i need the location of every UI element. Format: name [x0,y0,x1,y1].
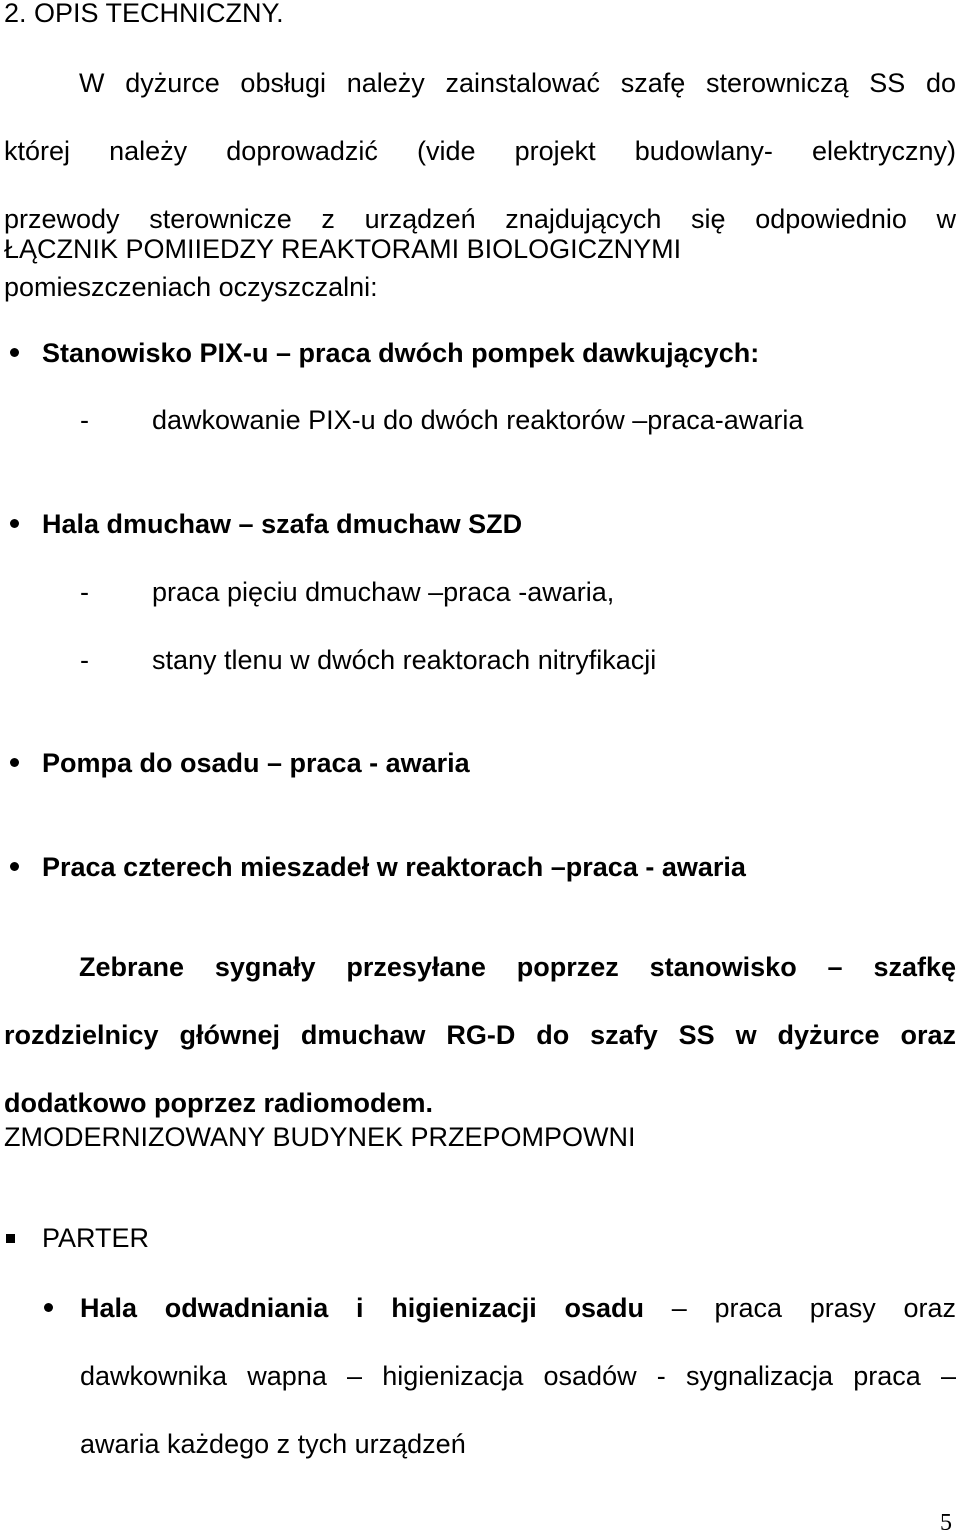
dash-marker: - [80,577,89,607]
intro-line-3: przewody sterownicze z urządzeń znajdujących się odpowiednio w [4,204,956,234]
hala-line-3: awaria każdego z tych urządzeń [80,1429,466,1459]
bullet-item-pix: Stanowisko PIX-u – praca dwóch pompek dawkujących: [42,338,760,368]
intro-line-2: której należy doprowadzić (vide projekt budowlany- elektryczny) [4,136,956,166]
bullet-dot [10,862,19,871]
parter-label: PARTER [42,1223,150,1253]
bullet-item-pompa: Pompa do osadu – praca - awaria [42,748,470,778]
subitem-stany-tlenu: stany tlenu w dwóch reaktorach nitryfikacji [152,645,657,675]
hala-line-2: dawkownika wapna – higienizacja osadów - sygnalizacja praca – [80,1361,956,1391]
intro-line-4: pomieszczeniach oczyszczalni: [4,272,378,302]
section1-title: ŁĄCZNIK POMIIEDZY REAKTORAMI BIOLOGICZNYMI [4,234,682,264]
hala-odwadniania-paragraph [80,1291,956,1461]
bullet-dot [44,1303,53,1312]
section-heading: 2. OPIS TECHNICZNY. [4,0,284,28]
signals-line-3: dodatkowo poprzez radiomodem. [4,1088,434,1118]
hala-line-1: Hala odwadniania i higienizacji osadu – praca prasy oraz [80,1293,956,1323]
hala-bold-label: Hala odwadniania i higienizacji osadu [80,1293,644,1323]
dash-marker: - [80,645,89,675]
signals-line-2: rozdzielnicy głównej dmuchaw RG-D do szafy SS w dyżurce oraz [4,1020,956,1050]
signals-line-1: Zebrane sygnały przesyłane poprzez stanowisko – szafkę [79,952,956,982]
bullet-item-mieszadla: Praca czterech mieszadeł w reaktorach –praca - awaria [42,852,746,882]
intro-paragraph [4,66,956,304]
dash-marker: - [80,405,89,435]
signals-paragraph [4,950,956,1120]
section2-title: ZMODERNIZOWANY BUDYNEK PRZEPOMPOWNI [4,1122,636,1152]
intro-line-1: W dyżurce obsługi należy zainstalować szafę sterowniczą SS do [79,68,956,98]
bullet-item-hala-dmuchaw: Hala dmuchaw – szafa dmuchaw SZD [42,509,523,539]
bullet-dot [10,348,19,357]
subitem-dawkowanie: dawkowanie PIX-u do dwóch reaktorów –praca-awaria [152,405,804,435]
bullet-dot [10,758,19,767]
page-number: 5 [940,1510,952,1536]
bullet-dot [10,519,19,528]
subitem-praca-dmuchaw: praca pięciu dmuchaw –praca -awaria, [152,577,615,607]
square-bullet-icon [6,1234,15,1243]
